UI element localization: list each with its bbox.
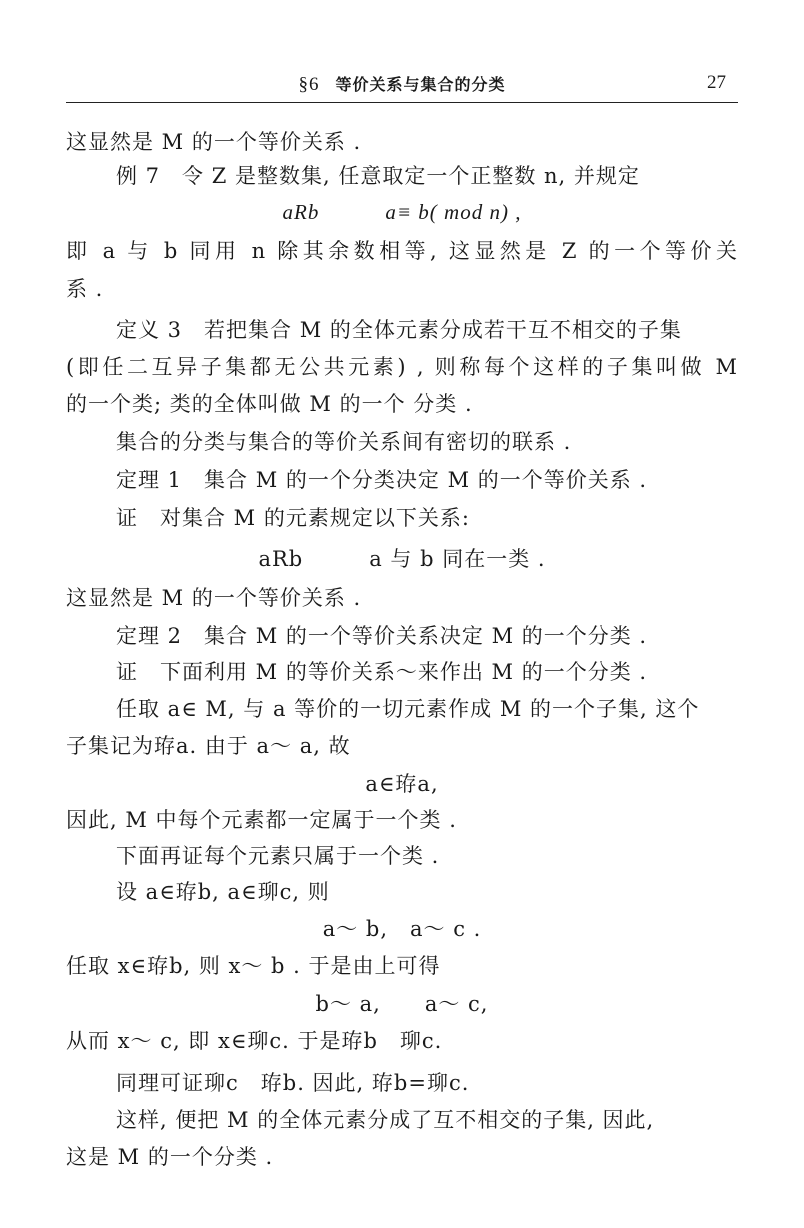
text-line: 即 a 与 b 同用 n 除其余数相等, 这显然是 Z 的一个等价关: [66, 239, 738, 263]
text-line: 同理可证珋c 珔b. 因此, 珔b=珋c.: [116, 1071, 470, 1095]
section-number: §6: [298, 74, 320, 95]
text-line: 任取 a∈ M, 与 a 等价的一切元素作成 M 的一个子集, 这个: [116, 697, 700, 721]
definition-heading-line: 定义 3 若把集合 M 的全体元素分成若干互不相交的子集: [116, 318, 682, 342]
display-formula: aRb a≡ b( mod n) ,: [282, 200, 522, 224]
text-line: 这是 M 的一个分类 .: [66, 1145, 274, 1169]
proof-line: 证 下面利用 M 的等价关系～来作出 M 的一个分类 .: [116, 660, 648, 684]
text-line: 这样, 便把 M 的全体元素分成了互不相交的子集, 因此,: [116, 1108, 655, 1132]
text-line: 因此, M 中每个元素都一定属于一个类 .: [66, 808, 457, 832]
theorem-heading-line: 定理 1 集合 M 的一个分类决定 M 的一个等价关系 .: [116, 468, 648, 492]
display-formula: a～ b, a～ c .: [322, 917, 482, 941]
section-title: 等价关系与集合的分类: [335, 75, 506, 94]
text-line: (即任二互异子集都无公共元素) , 则称每个这样的子集叫做 M: [66, 355, 738, 379]
proof-line: 证 对集合 M 的元素规定以下关系:: [116, 506, 470, 530]
text-line: 设 a∈珔b, a∈珋c, 则: [116, 880, 330, 904]
text-line: 从而 x～ c, 即 x∈珋c. 于是珔b 珋c.: [66, 1029, 443, 1053]
text-line: 子集记为珔a. 由于 a～ a, 故: [66, 734, 351, 758]
display-formula: a∈珔a,: [365, 772, 439, 796]
theorem-heading-line: 定理 2 集合 M 的一个等价关系决定 M 的一个分类 .: [116, 624, 648, 648]
text-line: 的一个类; 类的全体叫做 M 的一个 分类 .: [66, 392, 473, 416]
page-number: 27: [707, 72, 726, 93]
display-formula: aRb a 与 b 同在一类 .: [258, 547, 546, 571]
text-line: 系 .: [66, 277, 104, 301]
text-line: 下面再证每个元素只属于一个类 .: [116, 844, 440, 868]
text-line: 这显然是 M 的一个等价关系 .: [66, 586, 362, 610]
display-formula: b～ a, a～ c,: [315, 992, 489, 1016]
page-header: [66, 70, 738, 103]
text-line: 集合的分类与集合的等价关系间有密切的联系 .: [116, 430, 572, 454]
text-line: 这显然是 M 的一个等价关系 .: [66, 130, 362, 154]
running-head: [66, 72, 738, 96]
example-heading-line: 例 7 令 Z 是整数集, 任意取定一个正整数 n, 并规定: [116, 164, 640, 188]
text-line: 任取 x∈珔b, 则 x～ b . 于是由上可得: [66, 954, 441, 978]
